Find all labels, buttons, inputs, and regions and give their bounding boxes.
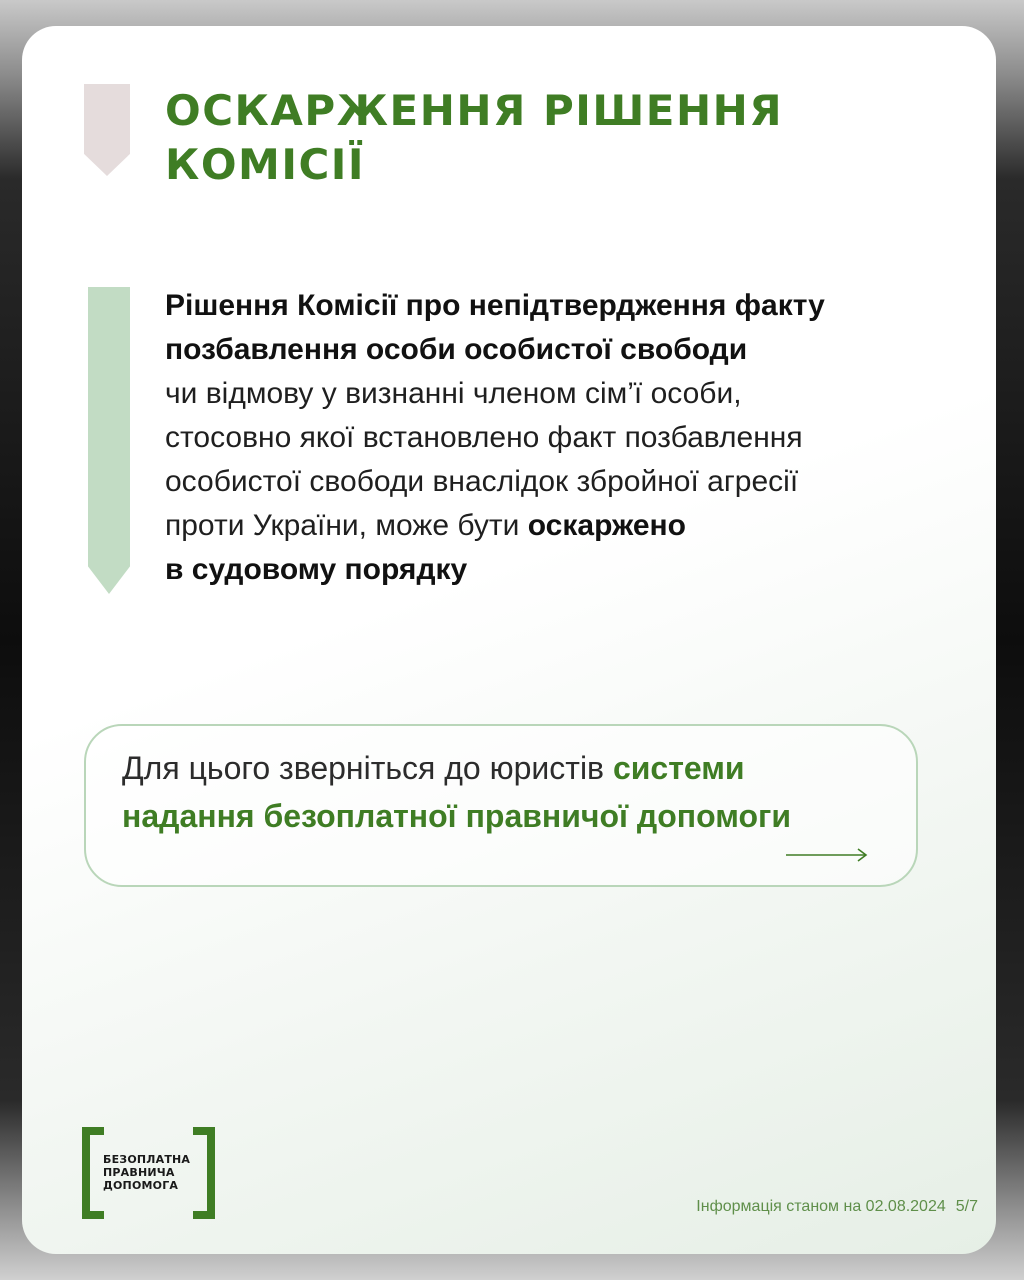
body-line-4: стосовно якої встановлено факт позбавлення bbox=[165, 421, 803, 454]
legal-aid-cta-button[interactable] bbox=[84, 724, 918, 887]
logo-bracket-right bbox=[193, 1127, 215, 1219]
cta-line-2: надання безоплатної правничої допомоги bbox=[122, 798, 792, 834]
logo-text-line-1: БЕЗОПЛАТНА bbox=[103, 1153, 191, 1166]
page-title-line-1: ОСКАРЖЕННЯ РІШЕННЯ bbox=[165, 86, 784, 135]
body-marker-decoration bbox=[88, 287, 130, 594]
page-title bbox=[165, 84, 925, 192]
cta-normal-text: Для цього зверніться до юристів bbox=[122, 750, 613, 786]
body-line-7 bbox=[165, 548, 955, 592]
logo-text-line-2: ПРАВНИЧА bbox=[103, 1166, 175, 1179]
cta-highlight-text: системи bbox=[612, 750, 745, 786]
arrow-right-icon bbox=[786, 847, 870, 863]
info-card bbox=[22, 26, 996, 1254]
body-line-6 bbox=[165, 504, 955, 548]
page-title-line-2: КОМІСІЇ bbox=[165, 140, 366, 189]
footer-info bbox=[696, 1198, 978, 1216]
cta-line-1 bbox=[122, 744, 892, 792]
body-paragraph bbox=[165, 284, 955, 592]
body-bold-text: Рішення Комісії про непідтвердження факту bbox=[165, 289, 825, 322]
body-normal-text: проти України, може бути bbox=[165, 509, 528, 542]
info-date-text: Інформація станом на 02.08.2024 bbox=[696, 1198, 946, 1215]
page-counter: 5/7 bbox=[955, 1198, 978, 1215]
title-marker-decoration bbox=[84, 84, 130, 176]
cta-text bbox=[122, 744, 892, 840]
body-line-2 bbox=[165, 328, 955, 372]
body-bold-text: оскаржено bbox=[527, 509, 686, 542]
legal-aid-logo bbox=[82, 1127, 215, 1219]
logo-text bbox=[103, 1153, 190, 1192]
logo-text-line-3: ДОПОМОГА bbox=[103, 1179, 179, 1192]
body-bold-text: позбавлення особи особистої свободи bbox=[165, 333, 748, 366]
body-line-3: чи відмову у визнанні членом сім’ї особи, bbox=[165, 377, 742, 410]
body-line-5: особистої свободи внаслідок збройної агресії bbox=[165, 465, 799, 498]
body-line-1 bbox=[165, 284, 955, 328]
logo-bracket-left bbox=[82, 1127, 104, 1219]
body-bold-text: в судовому порядку bbox=[165, 553, 468, 586]
